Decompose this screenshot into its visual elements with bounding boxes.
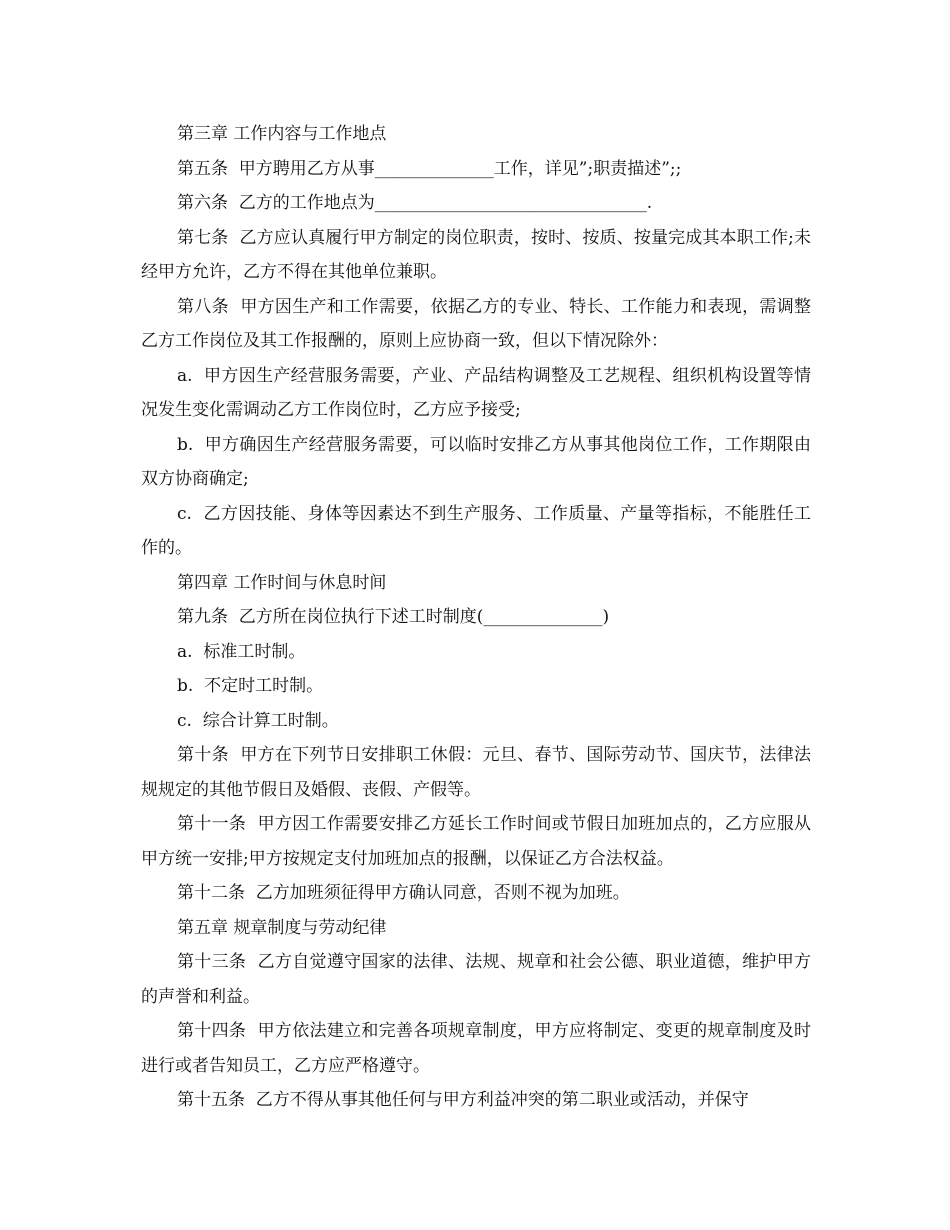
article-12: 第十二条 乙方加班须征得甲方确认同意，否则不视为加班。: [177, 883, 630, 903]
chapter-5-heading: 第五章 规章制度与劳动纪律: [177, 917, 387, 938]
article-7: 第七条 乙方应认真履行甲方制定的岗位职责，按时、按质、按量完成其本职工作;未经甲方允许，乙方不得在其他单位兼职。: [141, 227, 811, 282]
article-8-item-a: a. 甲方因生产经营服务需要，产业、产品结构调整及工艺规程、组织机构设置等情况发生变化需调动乙方工作岗位时，乙方应予接受;: [141, 365, 811, 420]
article-9: 第九条 乙方所在岗位执行下述工时制度(______________): [177, 607, 610, 627]
article-8: 第八条 甲方因生产和工作需要，依据乙方的专业、特长、工作能力和表现，需调整乙方工作岗位及其工作报酬的，原则上应协商一致，但以下情况除外：: [141, 296, 811, 351]
article-9-item-c: c. 综合计算工时制。: [177, 710, 339, 731]
article-15: 第十五条 乙方不得从事其他任何与甲方利益冲突的第二职业或活动，并保守: [177, 1090, 749, 1110]
article-8-item-c: c. 乙方因技能、身体等因素达不到生产服务、工作质量、产量等指标，不能胜任工作的。: [141, 503, 811, 558]
article-9-item-a: a. 标准工时制。: [177, 641, 306, 662]
article-11: 第十一条 甲方因工作需要安排乙方延长工作时间或节假日加班加点的，乙方应服从甲方统一安排;甲方按规定支付加班加点的报酬，以保证乙方合法权益。: [141, 814, 811, 869]
document-body: [141, 117, 811, 1118]
article-6: 第六条 乙方的工作地点为________________________________.: [177, 193, 653, 213]
chapter-4-heading: 第四章 工作时间与休息时间: [177, 572, 387, 593]
article-13: 第十三条 乙方自觉遵守国家的法律、法规、规章和社会公德、职业道德，维护甲方的声誉和利益。: [141, 952, 811, 1007]
article-8-item-b: b. 甲方确因生产经营服务需要，可以临时安排乙方从事其他岗位工作，工作期限由双方协商确定;: [141, 434, 811, 489]
article-14: 第十四条 甲方依法建立和完善各项规章制度，甲方应将制定、变更的规章制度及时进行或者告知员工，乙方应严格遵守。: [141, 1021, 811, 1076]
chapter-3-heading: 第三章 工作内容与工作地点: [177, 124, 387, 144]
article-5: 第五条 甲方聘用乙方从事______________工作，详见”;职责描述”;;: [177, 158, 682, 179]
article-10: 第十条 甲方在下列节日安排职工休假：元旦、春节、国际劳动节、国庆节，法律法规规定的其他节假日及婚假、丧假、产假等。: [141, 745, 811, 800]
article-9-item-b: b. 不定时工时制。: [177, 676, 324, 696]
